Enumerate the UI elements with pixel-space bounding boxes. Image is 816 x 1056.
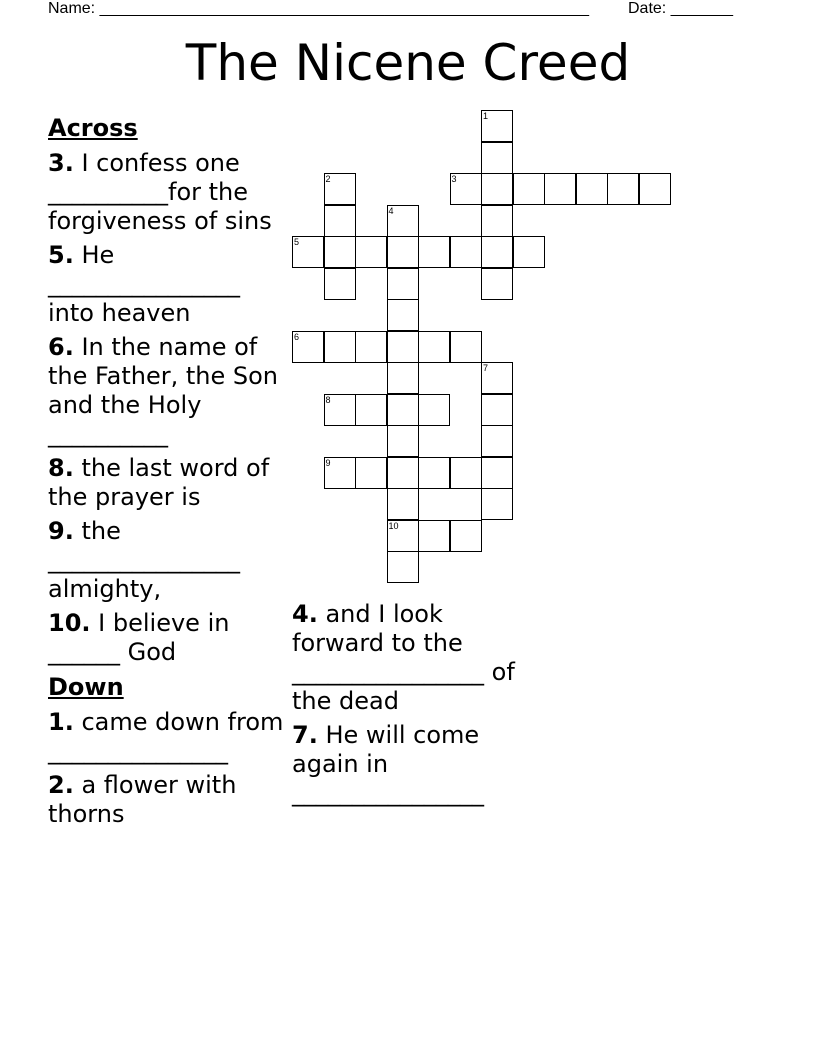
grid-cell[interactable] xyxy=(292,331,324,363)
grid-cell[interactable] xyxy=(481,457,513,489)
grid-cell[interactable] xyxy=(481,236,513,268)
grid-cell[interactable] xyxy=(418,457,450,489)
clue-number: 1. xyxy=(48,708,74,736)
grid-cell[interactable] xyxy=(418,394,450,426)
clue-text: I confess one __________for the forgiveness of sins xyxy=(48,149,272,235)
grid-cell[interactable] xyxy=(481,488,513,520)
grid-cell[interactable] xyxy=(513,173,545,205)
grid-cell[interactable] xyxy=(387,236,419,268)
grid-cell[interactable] xyxy=(481,110,513,142)
clue-number: 3. xyxy=(48,149,74,177)
grid-cell[interactable] xyxy=(355,331,387,363)
cell-number: 10 xyxy=(388,520,399,531)
grid-cell[interactable] xyxy=(481,205,513,237)
clue-down-2 xyxy=(48,771,284,829)
date-field[interactable]: Date: _______ xyxy=(628,0,733,17)
grid-cell[interactable] xyxy=(324,236,356,268)
clue-across-8 xyxy=(48,454,284,512)
grid-cell[interactable] xyxy=(450,173,482,205)
grid-cell[interactable] xyxy=(481,362,513,394)
cell-number: 4 xyxy=(388,205,394,216)
cell-number: 2 xyxy=(325,174,331,184)
grid-cell[interactable] xyxy=(513,236,545,268)
grid-cell[interactable] xyxy=(387,331,419,363)
clue-number: 8. xyxy=(48,454,74,482)
clue-number: 6. xyxy=(48,333,74,361)
grid-cell[interactable] xyxy=(355,394,387,426)
grid-cell[interactable] xyxy=(450,331,482,363)
grid-cell[interactable] xyxy=(418,236,450,268)
grid-cell[interactable] xyxy=(355,236,387,268)
grid-cell[interactable] xyxy=(450,457,482,489)
grid-cell[interactable] xyxy=(576,173,608,205)
grid-cell[interactable] xyxy=(387,520,419,552)
grid-cell[interactable] xyxy=(387,457,419,489)
cell-number: 9 xyxy=(325,457,331,468)
clue-across-5 xyxy=(48,241,284,328)
cell-number: 8 xyxy=(325,394,331,405)
grid-cell[interactable] xyxy=(481,394,513,426)
clue-number: 5. xyxy=(48,241,74,269)
cell-number: 1 xyxy=(483,111,489,121)
clue-number: 10. xyxy=(48,609,91,637)
cell-number: 3 xyxy=(451,174,457,184)
clue-across-3 xyxy=(48,149,284,236)
name-field[interactable]: Name: _______________________________________________________ xyxy=(48,0,589,17)
clue-number: 2. xyxy=(48,771,74,799)
clue-number: 7. xyxy=(292,721,318,749)
clue-down-1 xyxy=(48,708,292,766)
grid-cell[interactable] xyxy=(324,205,356,237)
grid-cell[interactable] xyxy=(324,331,356,363)
clue-text: the ________________ almighty, xyxy=(48,517,248,603)
cell-number: 5 xyxy=(294,237,300,247)
clue-down-4 xyxy=(292,600,528,716)
clues-left-column xyxy=(48,114,292,834)
clue-text: In the name of the Father, the Son and the Holy __________ xyxy=(48,333,286,448)
grid-cell[interactable] xyxy=(292,236,324,268)
clue-down-7 xyxy=(292,721,528,808)
grid-cell[interactable] xyxy=(418,331,450,363)
grid-cell[interactable] xyxy=(481,173,513,205)
grid-cell[interactable] xyxy=(450,236,482,268)
grid-cell[interactable] xyxy=(418,520,450,552)
grid-cell[interactable] xyxy=(387,362,419,394)
clue-text: I believe in ______ God xyxy=(48,609,238,666)
clue-across-9 xyxy=(48,517,284,604)
grid-cell[interactable] xyxy=(324,173,356,205)
grid-cell[interactable] xyxy=(387,551,419,583)
clue-text: the last word of the prayer is xyxy=(48,454,277,511)
grid-cell[interactable] xyxy=(324,457,356,489)
down-heading: Down xyxy=(48,673,124,701)
grid-cell[interactable] xyxy=(544,173,576,205)
clues-right-column xyxy=(292,600,528,813)
grid-cell[interactable] xyxy=(387,205,419,237)
cell-number: 6 xyxy=(294,331,300,342)
grid-cell[interactable] xyxy=(607,173,639,205)
clue-number: 4. xyxy=(292,600,318,628)
across-heading: Across xyxy=(48,114,138,142)
grid-cell[interactable] xyxy=(481,142,513,174)
page-title: The Nicene Creed xyxy=(185,34,631,92)
clue-across-10 xyxy=(48,609,284,667)
grid-cell[interactable] xyxy=(387,488,419,520)
cell-number: 7 xyxy=(483,363,489,373)
clue-text: He will come again in ________________ xyxy=(292,721,487,807)
clue-text: came down from _______________ xyxy=(48,708,292,765)
grid-cell[interactable] xyxy=(450,520,482,552)
clue-number: 9. xyxy=(48,517,74,545)
grid-cell[interactable] xyxy=(387,268,419,300)
clue-text: a flower with thorns xyxy=(48,771,245,828)
grid-cell[interactable] xyxy=(324,394,356,426)
grid-cell[interactable] xyxy=(355,457,387,489)
clue-across-6 xyxy=(48,333,284,449)
clue-text: He ________________ into heaven xyxy=(48,241,248,327)
grid-cell[interactable] xyxy=(324,268,356,300)
clue-text: and I look forward to the ________________ of the dead xyxy=(292,600,523,715)
grid-cell[interactable] xyxy=(481,268,513,300)
grid-cell[interactable] xyxy=(639,173,671,205)
grid-cell[interactable] xyxy=(387,425,419,457)
grid-cell[interactable] xyxy=(387,299,419,331)
grid-cell[interactable] xyxy=(481,425,513,457)
grid-cell[interactable] xyxy=(387,394,419,426)
